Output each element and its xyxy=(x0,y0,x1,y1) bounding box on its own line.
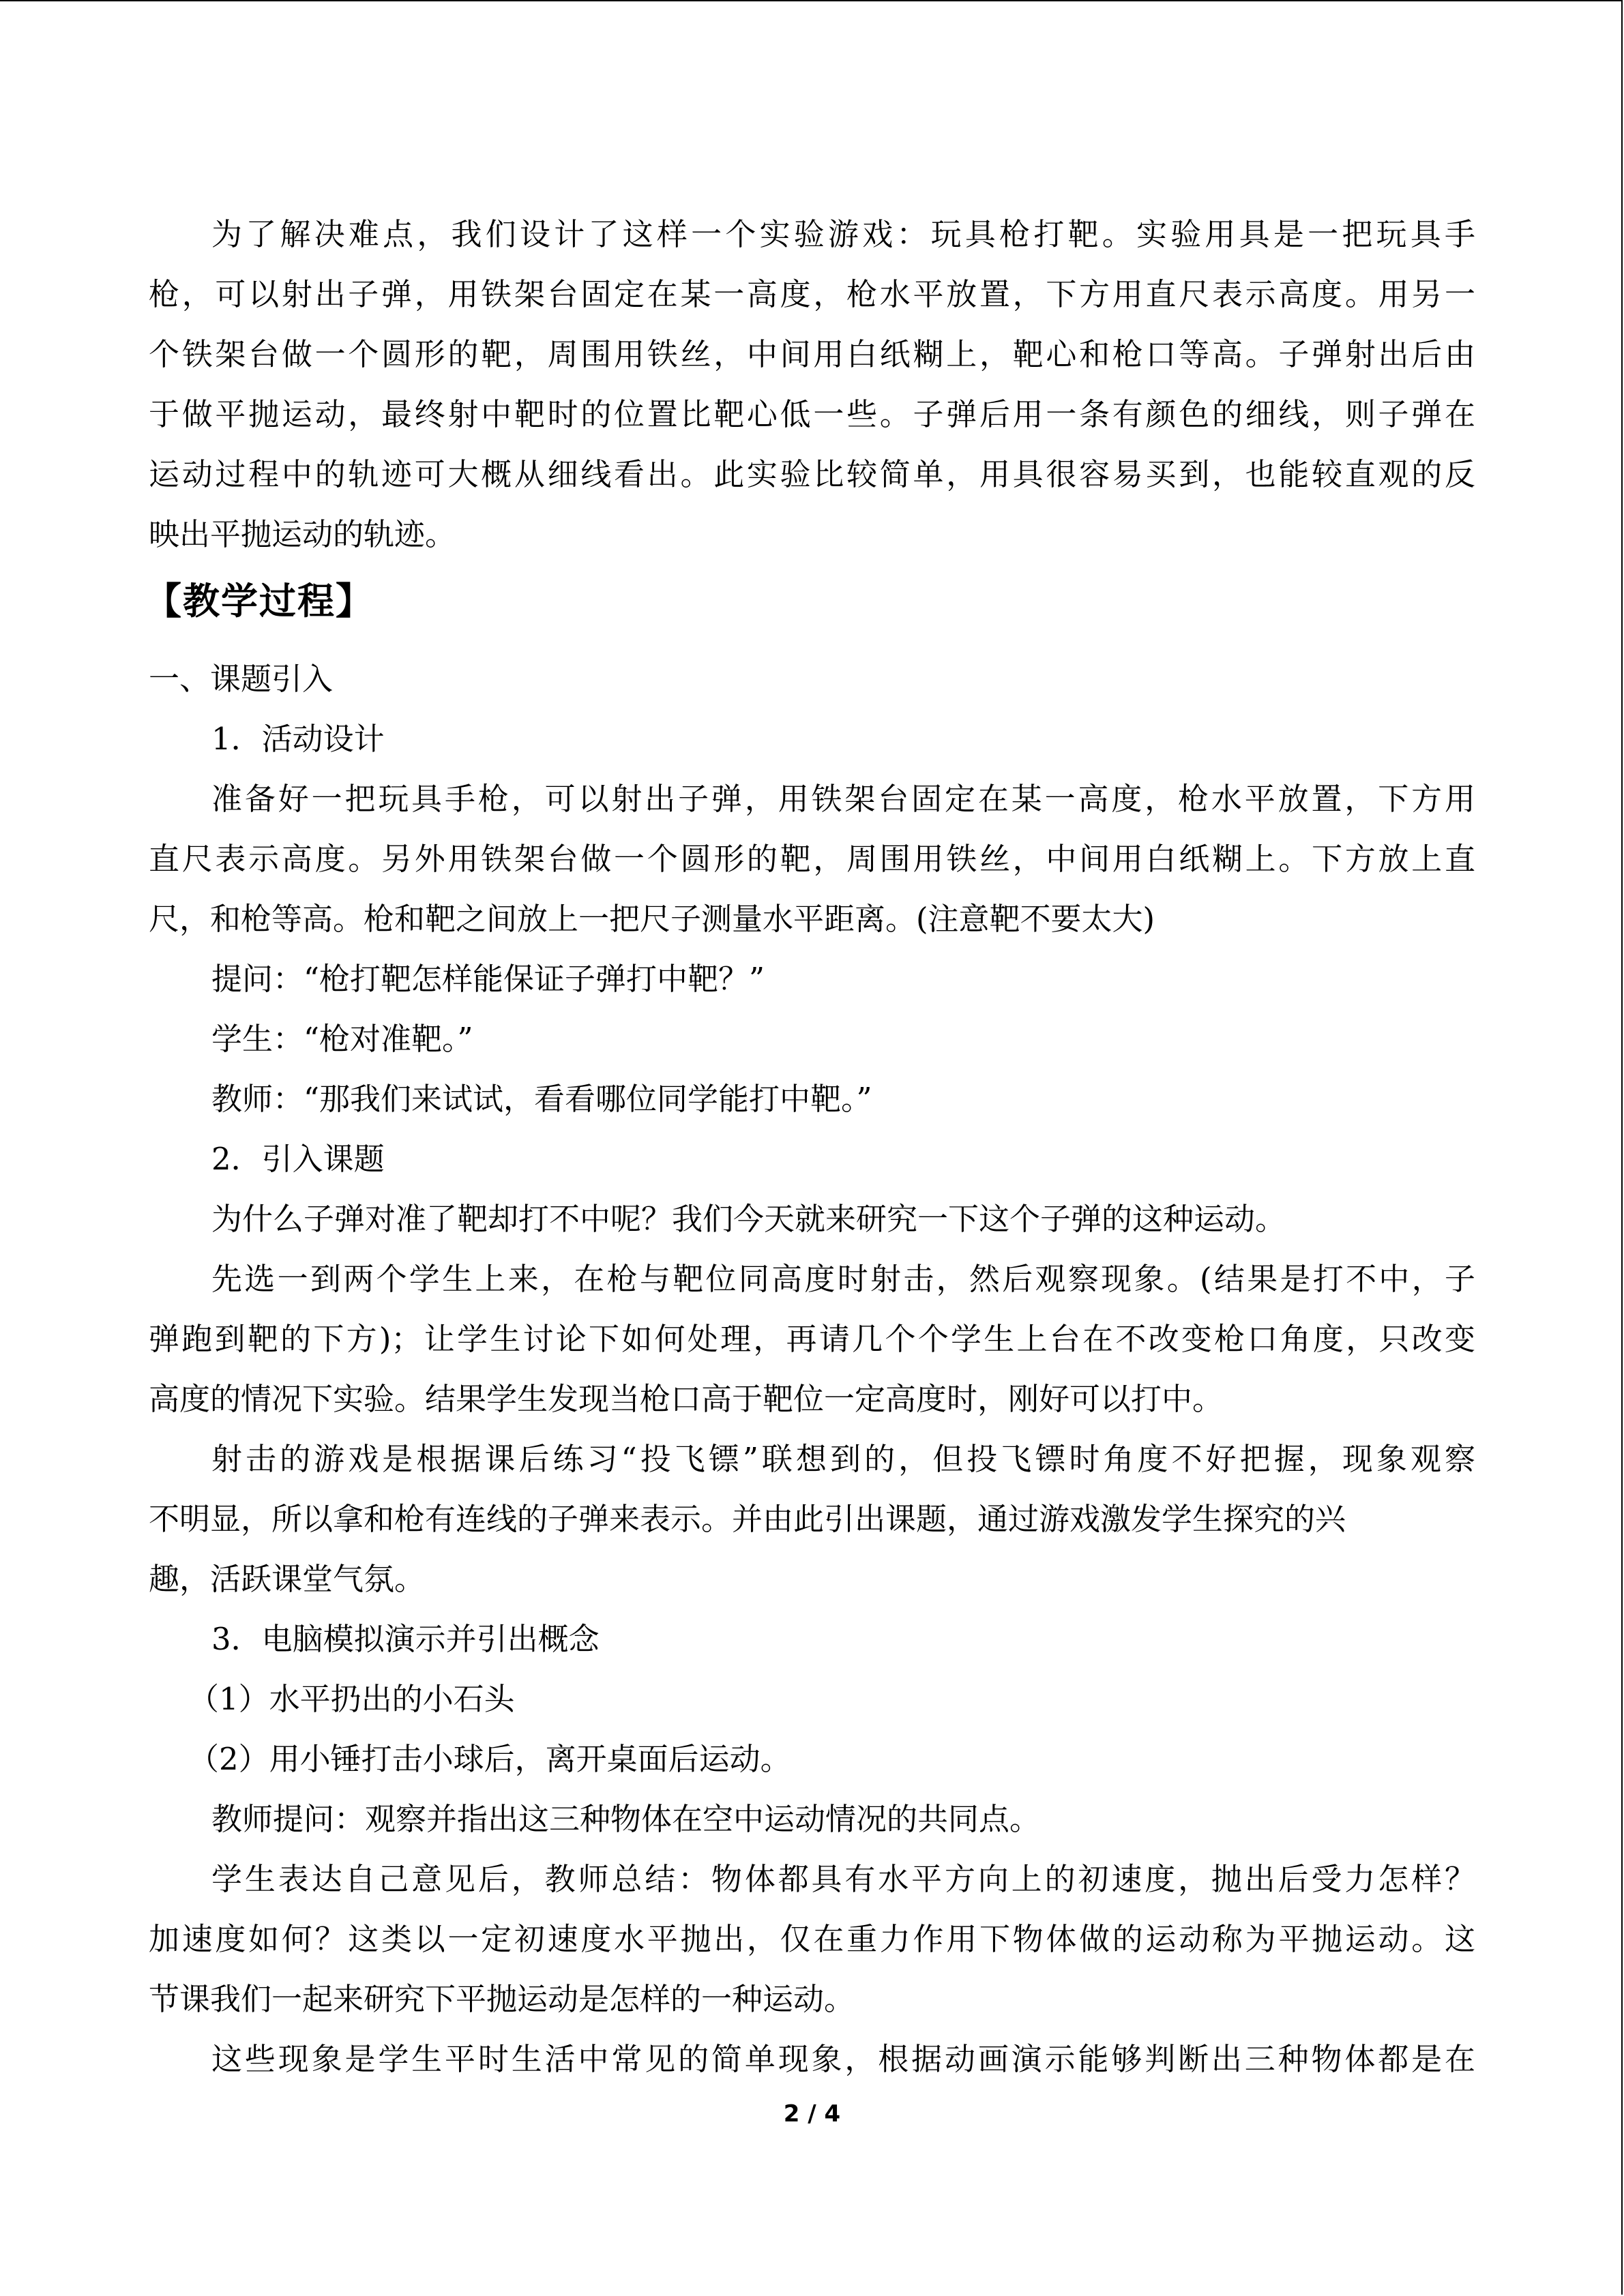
text-line: 直尺表示高度。另外用铁架台做一个圆形的靶，周围用铁丝，中间用白纸糊上。下方放上直 xyxy=(149,841,1475,877)
step2-paragraph xyxy=(149,1249,1475,1429)
teacher-question: 教师提问：观察并指出这三种物体在空中运动情况的共同点。 xyxy=(211,1801,1041,1837)
text-line: 先选一到两个学生上来，在枪与靶位同高度时射击，然后观察现象。(结果是打不中，子 xyxy=(211,1261,1475,1297)
page-number: 2 / 4 xyxy=(783,2100,841,2128)
game-paragraph xyxy=(149,1429,1475,1609)
text-line: 射击的游戏是根据课后练习“投飞镖”联想到的，但投飞镖时角度不好把握，现象观察 xyxy=(211,1441,1475,1477)
step3-item: （1）水平扔出的小石头 xyxy=(188,1681,515,1717)
document-body xyxy=(145,205,1475,2089)
dialogue-line: 教师：“那我们来试试，看看哪位同学能打中靶。” xyxy=(211,1081,872,1117)
part-one-title: 一、课题引入 xyxy=(149,661,334,697)
text-line: 加速度如何？这类以一定初速度水平抛出，仅在重力作用下物体做的运动称为平抛运动。这 xyxy=(149,1921,1475,1957)
text-line: 尺，和枪等高。枪和靶之间放上一把尺子测量水平距离。(注意靶不要太大) xyxy=(149,901,1155,937)
step1-paragraph xyxy=(149,769,1475,949)
section-heading: 【教学过程】 xyxy=(145,580,374,623)
text-line: 于做平抛运动，最终射中靶时的位置比靶心低一些。子弹后用一条有颜色的细线，则子弹在 xyxy=(149,396,1475,432)
text-line: 准备好一把玩具手枪，可以射出子弹，用铁架台固定在某一高度，枪水平放置，下方用 xyxy=(211,781,1475,817)
text-line: 个铁架台做一个圆形的靶，周围用铁丝，中间用白纸糊上，靶心和枪口等高。子弹射出后由 xyxy=(149,336,1475,372)
text-line: 趣，活跃课堂气氛。 xyxy=(149,1561,426,1597)
text-line: 学生表达自己意见后，教师总结：物体都具有水平方向上的初速度，抛出后受力怎样？ xyxy=(211,1861,1475,1897)
intro-paragraph xyxy=(149,205,1475,565)
step2-title: 2．引入课题 xyxy=(211,1141,385,1177)
step3-title: 3．电脑模拟演示并引出概念 xyxy=(211,1621,600,1657)
text-line: 映出平抛运动的轨迹。 xyxy=(149,516,456,552)
step1-title: 1．活动设计 xyxy=(211,721,385,757)
dialogue-line: 提问：“枪打靶怎样能保证子弹打中靶？” xyxy=(211,961,765,997)
step3-item: （2）用小锤打击小球后，离开桌面后运动。 xyxy=(188,1741,791,1777)
last-line: 这些现象是学生平时生活中常见的简单现象，根据动画演示能够判断出三种物体都是在 xyxy=(211,2041,1475,2077)
text-line: 运动过程中的轨迹可大概从细线看出。此实验比较简单，用具很容易买到，也能较直观的反 xyxy=(149,456,1475,492)
summary-paragraph xyxy=(149,1849,1475,2029)
text-line: 为了解决难点，我们设计了这样一个实验游戏：玩具枪打靶。实验用具是一把玩具手 xyxy=(211,216,1475,252)
text-line: 弹跑到靶的下方)；让学生讨论下如何处理，再请几个个学生上台在不改变枪口角度，只改变 xyxy=(149,1321,1475,1357)
text-line: 不明显，所以拿和枪有连线的子弹来表示。并由此引出课题，通过游戏激发学生探究的兴 xyxy=(149,1501,1346,1537)
text-line: 枪，可以射出子弹，用铁架台固定在某一高度，枪水平放置，下方用直尺表示高度。用另一 xyxy=(149,276,1475,312)
text-line: 节课我们一起来研究下平抛运动是怎样的一种运动。 xyxy=(149,1981,855,2017)
text-line: 高度的情况下实验。结果学生发现当枪口高于靶位一定高度时，刚好可以打中。 xyxy=(149,1381,1224,1417)
dialogue-line: 学生：“枪对准靶。” xyxy=(211,1021,473,1057)
step2-line: 为什么子弹对准了靶却打不中呢？我们今天就来研究一下这个子弹的这种运动。 xyxy=(211,1201,1286,1237)
dialogue xyxy=(149,949,1475,1129)
